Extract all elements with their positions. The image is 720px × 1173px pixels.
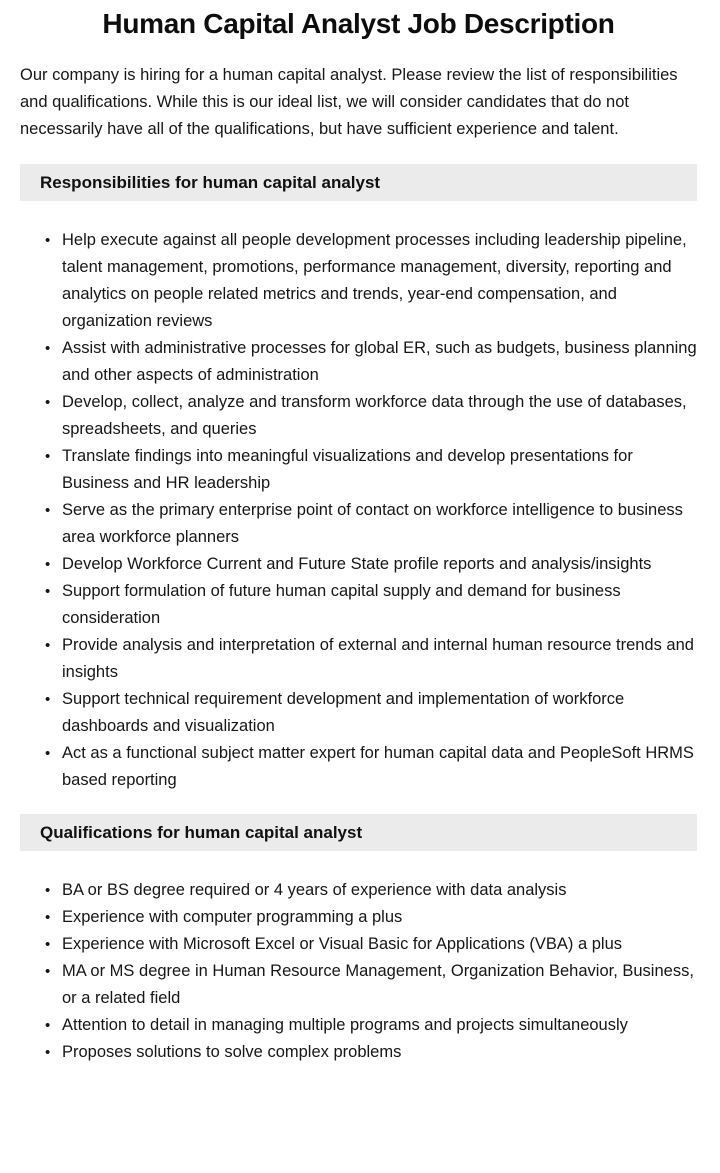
bullet-icon: • [45, 691, 51, 708]
list-item [45, 443, 697, 497]
bullet-icon: • [45, 936, 51, 953]
list-item-text: Experience with Microsoft Excel or Visual Basic for Applications (VBA) a plus [62, 935, 623, 953]
list-item [45, 227, 697, 335]
list-item [45, 497, 697, 551]
list-item-text: Support technical requirement development and implementation of workforce dashboards and visualization [62, 690, 625, 735]
qualifications-list [20, 877, 697, 1066]
list-item [45, 389, 697, 443]
list-item [45, 740, 697, 794]
list-item [45, 931, 697, 958]
list-item-text: Develop, collect, analyze and transform workforce data through the use of databases, spreadsheets, and queries [62, 393, 687, 438]
bullet-icon: • [45, 232, 51, 249]
list-item [45, 877, 697, 904]
qualifications-heading: Qualifications for human capital analyst [20, 814, 697, 851]
list-item-text: Experience with computer programming a plus [62, 908, 403, 926]
list-item [45, 335, 697, 389]
list-item-text: BA or BS degree required or 4 years of experience with data analysis [62, 881, 567, 899]
bullet-icon: • [45, 556, 51, 573]
list-item-text: Provide analysis and interpretation of external and internal human resource trends and insights [62, 636, 694, 681]
bullet-icon: • [45, 963, 51, 980]
list-item [45, 578, 697, 632]
job-description-document [0, 8, 720, 1110]
bullet-icon: • [45, 1017, 51, 1034]
list-item-text: Attention to detail in managing multiple programs and projects simultaneously [62, 1016, 628, 1034]
page-title: Human Capital Analyst Job Description [102, 8, 615, 39]
list-item [45, 958, 697, 1012]
list-item [45, 1039, 697, 1066]
bullet-icon: • [45, 394, 51, 411]
list-item-text: MA or MS degree in Human Resource Management, Organization Behavior, Business, or a related field [62, 962, 694, 1007]
bullet-icon: • [45, 909, 51, 926]
list-item-text: Act as a functional subject matter expert for human capital data and PeopleSoft HRMS based reporting [62, 744, 694, 789]
list-item-text: Support formulation of future human capital supply and demand for business consideration [62, 582, 621, 627]
bullet-icon: • [45, 882, 51, 899]
list-item-text: Develop Workforce Current and Future State profile reports and analysis/insights [62, 555, 652, 573]
list-item-text: Proposes solutions to solve complex problems [62, 1043, 402, 1061]
list-item [45, 632, 697, 686]
intro-paragraph: Our company is hiring for a human capital analyst. Please review the list of responsibilities and qualifications. While this is our ideal list, we will consider candidates that do not necessarily have all of the qualifications, but have sufficient experience and talent. [20, 66, 678, 138]
responsibilities-list [20, 227, 697, 794]
bullet-icon: • [45, 340, 51, 357]
list-item-text: Assist with administrative processes for global ER, such as budgets, business planning and other aspects of administration [62, 339, 697, 384]
bullet-icon: • [45, 745, 51, 762]
bullet-icon: • [45, 448, 51, 465]
list-item [45, 904, 697, 931]
responsibilities-heading: Responsibilities for human capital analyst [20, 164, 697, 201]
bullet-icon: • [45, 502, 51, 519]
bullet-icon: • [45, 583, 51, 600]
list-item [45, 551, 697, 578]
list-item [45, 1012, 697, 1039]
qualifications-section [20, 814, 697, 1066]
list-item-text: Serve as the primary enterprise point of contact on workforce intelligence to business area workforce planners [62, 501, 683, 546]
bullet-icon: • [45, 1044, 51, 1061]
list-item [45, 686, 697, 740]
list-item-text: Help execute against all people development processes including leadership pipeline, talent management, promotions, performance management, diversity, reporting and analytics on people related metrics and trends, year-end compensation, and organization reviews [62, 231, 687, 330]
list-item-text: Translate findings into meaningful visualizations and develop presentations for Business and HR leadership [62, 447, 633, 492]
bullet-icon: • [45, 637, 51, 654]
responsibilities-section [20, 164, 697, 794]
